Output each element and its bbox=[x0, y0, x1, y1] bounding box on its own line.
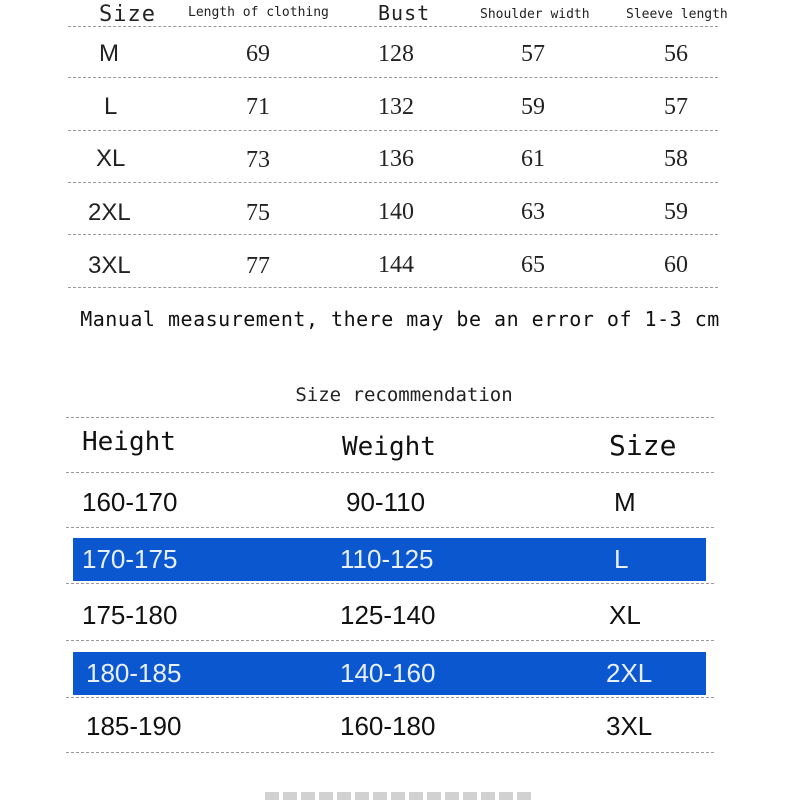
cell-size: XL bbox=[609, 600, 641, 630]
cell-bust: 136 bbox=[378, 146, 414, 172]
cell-length: 73 bbox=[246, 147, 270, 173]
row-divider bbox=[66, 583, 714, 584]
header-height: Height bbox=[82, 427, 176, 457]
row-divider bbox=[66, 472, 714, 473]
cell-sleeve: 59 bbox=[664, 199, 688, 225]
row-divider bbox=[66, 527, 714, 528]
cell-height: 175-180 bbox=[82, 600, 178, 630]
cell-shoulder: 61 bbox=[521, 146, 545, 172]
row-divider bbox=[66, 417, 714, 418]
row-divider bbox=[68, 234, 718, 235]
cell-height: 160-170 bbox=[82, 487, 178, 517]
cell-bust: 140 bbox=[378, 199, 414, 225]
cell-height: 180-185 bbox=[86, 658, 182, 688]
row-divider bbox=[66, 752, 714, 753]
cell-bust: 132 bbox=[378, 94, 414, 120]
header-size: Size bbox=[99, 2, 156, 27]
header-bust: Bust bbox=[378, 1, 431, 25]
cell-sleeve: 57 bbox=[664, 94, 688, 120]
row-divider bbox=[68, 77, 718, 78]
header-size: Size bbox=[609, 429, 677, 462]
cell-length: 69 bbox=[246, 41, 270, 67]
cell-size: L bbox=[614, 544, 629, 574]
row-divider bbox=[68, 287, 718, 288]
cell-bust: 128 bbox=[378, 41, 414, 67]
header-length: Length of clothing bbox=[188, 5, 329, 20]
cell-weight: 160-180 bbox=[340, 711, 436, 741]
cell-height: 185-190 bbox=[86, 711, 182, 741]
cell-shoulder: 63 bbox=[521, 199, 545, 225]
cell-size: 2XL bbox=[606, 658, 653, 688]
cell-bust: 144 bbox=[378, 252, 414, 278]
cell-length: 75 bbox=[246, 200, 270, 226]
cell-size: 2XL bbox=[88, 199, 131, 226]
cell-shoulder: 57 bbox=[521, 41, 545, 67]
header-sleeve: Sleeve length bbox=[626, 7, 728, 22]
cell-length: 71 bbox=[246, 94, 270, 120]
cell-sleeve: 60 bbox=[664, 252, 688, 278]
cell-sleeve: 56 bbox=[664, 41, 688, 67]
cropped-text-fragment bbox=[265, 792, 535, 800]
cell-sleeve: 58 bbox=[664, 146, 688, 172]
row-divider bbox=[68, 182, 718, 183]
row-divider bbox=[68, 130, 718, 131]
row-divider bbox=[66, 640, 714, 641]
cell-size: 3XL bbox=[606, 711, 653, 741]
cell-weight: 90-110 bbox=[346, 487, 426, 517]
cell-size: M bbox=[614, 487, 636, 517]
row-divider bbox=[66, 697, 714, 698]
cell-weight: 140-160 bbox=[340, 658, 436, 688]
measurement-note: Manual measurement, there may be an error of 1-3 cm bbox=[80, 307, 720, 331]
cell-size: 3XL bbox=[88, 252, 131, 279]
cell-shoulder: 65 bbox=[521, 252, 545, 278]
cell-size: L bbox=[104, 93, 118, 120]
cell-weight: 110-125 bbox=[340, 544, 434, 574]
cell-size: M bbox=[99, 40, 119, 67]
cell-size: XL bbox=[96, 145, 126, 172]
cell-length: 77 bbox=[246, 253, 270, 279]
row-divider bbox=[68, 26, 718, 27]
header-weight: Weight bbox=[342, 432, 436, 462]
header-shoulder: Shoulder width bbox=[480, 7, 590, 22]
cell-height: 170-175 bbox=[82, 544, 178, 574]
cell-weight: 125-140 bbox=[340, 600, 436, 630]
recommendation-title: Size recommendation bbox=[295, 384, 513, 406]
cell-shoulder: 59 bbox=[521, 94, 545, 120]
